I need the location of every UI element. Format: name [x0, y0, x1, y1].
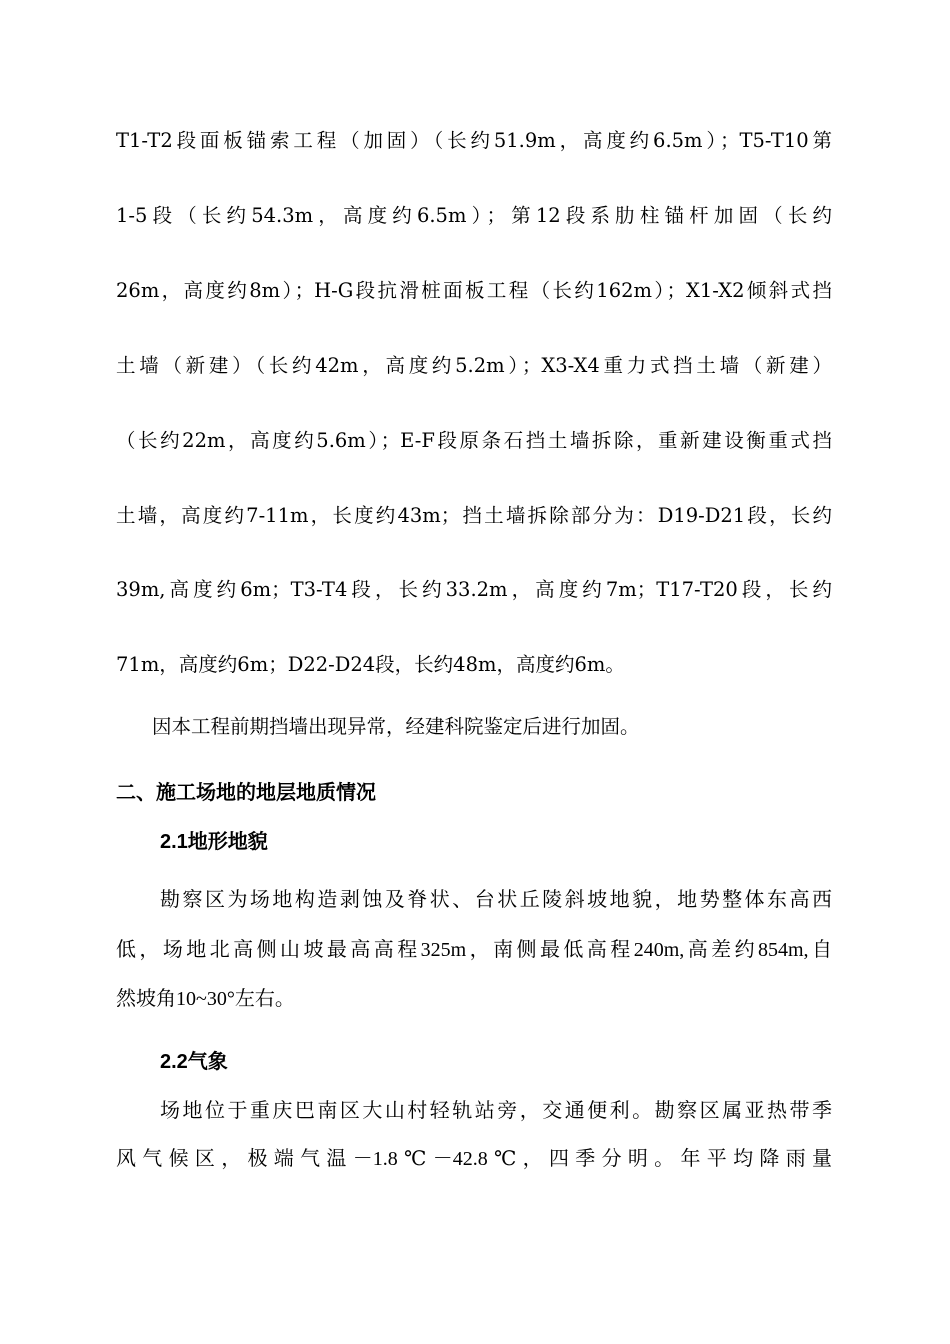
paragraph-reinforcement-note: 因本工程前期挡墙出现异常，经建科院鉴定后进行加固。 [152, 715, 640, 738]
subsection-heading-terrain: 2.1地形地貌 [160, 831, 268, 853]
subsection-heading-climate: 2.2气象 [160, 1051, 228, 1073]
paragraph-line: 风气候区，极端气温－1.8℃－42.8℃，四季分明。年平均降雨量 [116, 1148, 832, 1170]
paragraph-line: 1-5段（长约54.3m，高度约6.5m）；第12段系肋柱锚杆加固（长约 [116, 204, 832, 227]
paragraph-line: T1-T2段面板锚索工程（加固）（长约51.9m，高度约6.5m）；T5-T10第 [116, 129, 832, 152]
paragraph-line: 土墙，高度约7-11m，长度约43m；挡土墙拆除部分为：D19-D21段，长约 [116, 504, 832, 527]
paragraph-line: 26m，高度约8m）；H-G段抗滑桩面板工程（长约162m）；X1-X2倾斜式挡 [116, 279, 832, 302]
paragraph-line: 71m，高度约6m；D22-D24段，长约48m，高度约6m。 [116, 653, 625, 676]
paragraph-line: 勘察区为场地构造剥蚀及脊状、台状丘陵斜坡地貌，地势整体东高西 [160, 889, 832, 911]
section-heading: 二、施工场地的地层地质情况 [116, 782, 376, 804]
paragraph-line: （长约22m，高度约5.6m）；E-F段原条石挡土墙拆除，重新建设衡重式挡 [116, 429, 832, 452]
paragraph-line: 场地位于重庆巴南区大山村轻轨站旁，交通便利。勘察区属亚热带季 [160, 1100, 832, 1122]
paragraph-line: 低，场地北高侧山坡最高高程325m，南侧最低高程240m,高差约854m,自 [116, 939, 832, 961]
paragraph-line: 土墙（新建）（长约42m，高度约5.2m）；X3-X4重力式挡土墙（新建） [116, 354, 832, 377]
paragraph-line: 然坡角10~30°左右。 [116, 988, 295, 1010]
paragraph-line: 39m,高度约6m；T3-T4段，长约33.2m，高度约7m；T17-T20段，长约 [116, 578, 832, 601]
